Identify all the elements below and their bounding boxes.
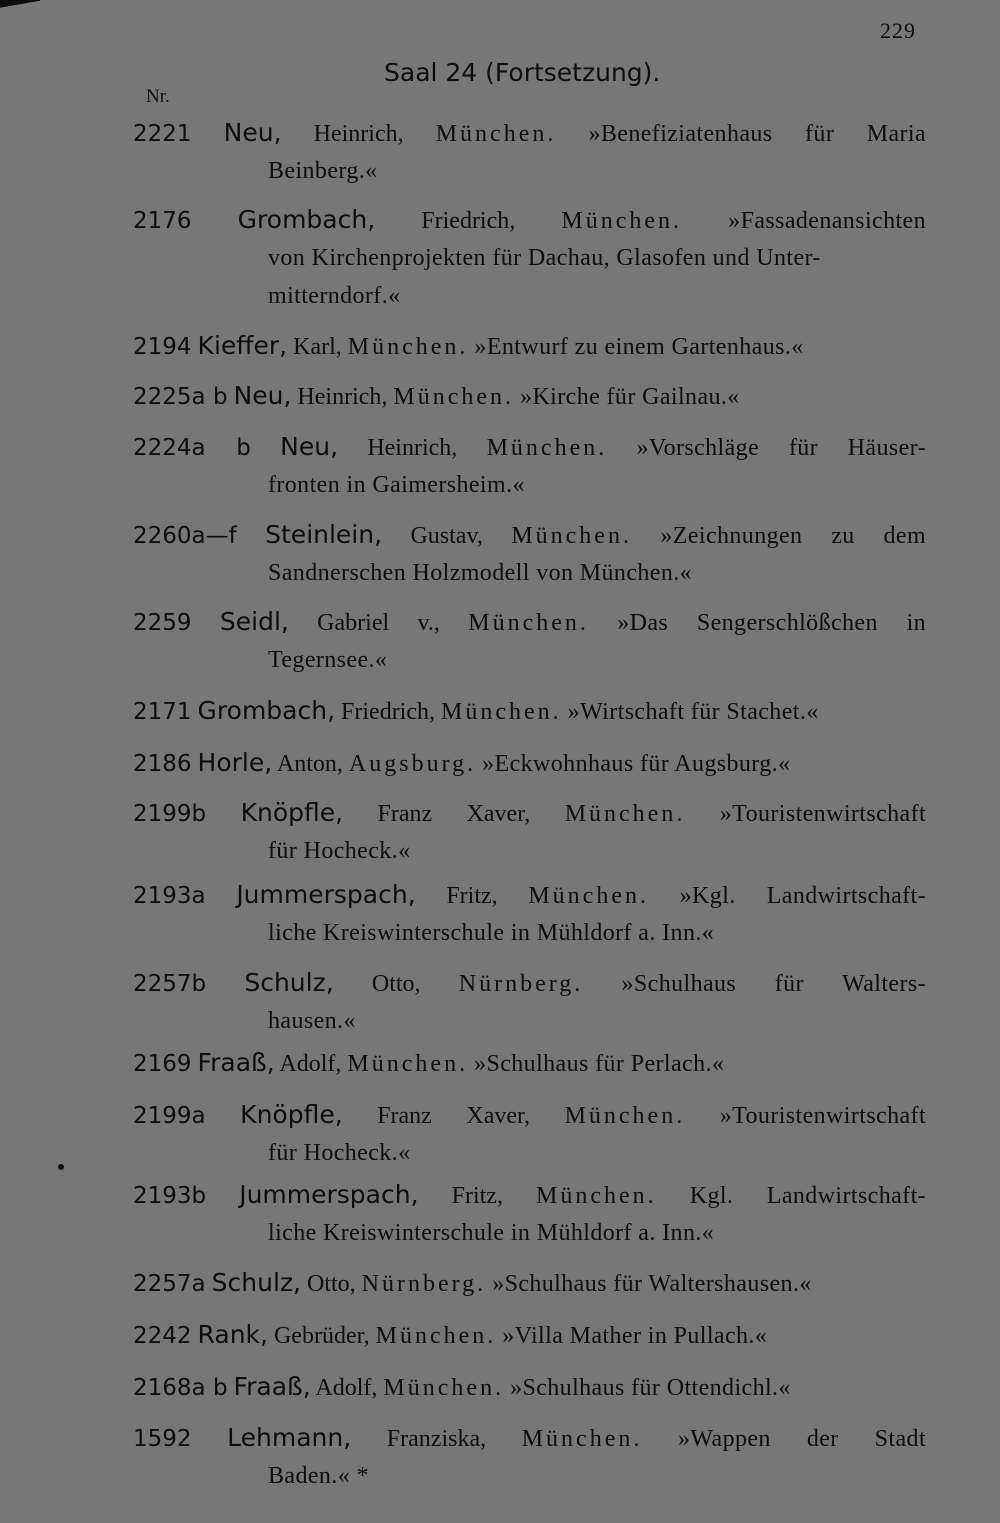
entry-number: 2221 — [133, 121, 192, 147]
entry-first-line — [133, 118, 926, 149]
entry-continuation-line: Baden.« * — [268, 1463, 369, 1489]
number-column-label: Nr. — [146, 86, 170, 107]
artist-city: München. — [393, 384, 515, 410]
artist-city: München. — [511, 523, 632, 549]
artist-city: München. — [564, 801, 686, 827]
work-title: »Fassadenansichten — [728, 208, 926, 234]
entry-first-line — [133, 331, 804, 362]
artist-given-name: Fritz, — [446, 883, 498, 909]
artist-given-name: Gebrüder, — [273, 1323, 370, 1349]
entry-number: 2171 — [133, 699, 192, 725]
entry-number: 2176 — [133, 208, 192, 234]
entry-first-line — [133, 1180, 926, 1211]
artist-city: München. — [347, 334, 469, 360]
work-title: »Schulhaus für Ottendichl.« — [510, 1375, 791, 1401]
artist-given-name: Franz Xaver, — [377, 801, 531, 827]
entry-first-line — [133, 1423, 926, 1454]
artist-city: München. — [561, 208, 683, 234]
artist-city: München. — [347, 1051, 469, 1077]
entry-number: 2169 — [133, 1051, 192, 1077]
artist-surname: Neu, — [233, 381, 292, 410]
entry-first-line — [133, 748, 790, 779]
entry-continuation-line: von Kirchenprojekten für Dachau, Glasofen und Unter- — [268, 245, 821, 271]
entry-continuation-line: hausen.« — [268, 1008, 356, 1034]
artist-surname: Neu, — [223, 118, 282, 147]
artist-surname: Schulz, — [211, 1268, 301, 1297]
entry-continuation-line: liche Kreiswinterschule in Mühldorf a. Inn.« — [268, 920, 715, 946]
entry-continuation-line: für Hocheck.« — [268, 1140, 411, 1166]
entry-continuation-line: für Hocheck.« — [268, 838, 411, 864]
artist-given-name: Adolf, — [279, 1051, 342, 1077]
entry-number: 2257b — [133, 971, 207, 997]
entry-first-line — [133, 1268, 812, 1299]
entry-first-line — [133, 205, 926, 236]
entry-number: 2242 — [133, 1323, 192, 1349]
artist-given-name: Gustav, — [410, 523, 483, 549]
work-title: »Schulhaus für Perlach.« — [474, 1051, 725, 1077]
artist-city: München. — [441, 699, 562, 725]
artist-city: Nürnberg. — [458, 971, 584, 997]
artist-city: München. — [375, 1323, 497, 1349]
artist-given-name: Adolf, — [315, 1375, 378, 1401]
artist-given-name: Franziska, — [386, 1426, 487, 1452]
artist-surname: Jummerspach, — [239, 1180, 419, 1209]
work-title: »Eckwohnhaus für Augsburg.« — [482, 751, 791, 777]
artist-surname: Grombach, — [237, 205, 376, 234]
artist-city: München. — [435, 121, 557, 147]
entry-number: 1592 — [133, 1426, 192, 1452]
artist-surname: Steinlein, — [265, 520, 383, 549]
artist-given-name: Otto, — [306, 1271, 356, 1297]
artist-surname: Lehmann, — [227, 1423, 352, 1452]
entry-first-line — [133, 1100, 926, 1131]
entry-number: 2225a b — [133, 384, 228, 410]
artist-surname: Schulz, — [244, 968, 334, 997]
entry-first-line — [133, 381, 740, 412]
entry-continuation-line: Beinberg.« — [268, 158, 378, 184]
work-title: »Touristenwirtschaft — [719, 801, 927, 827]
work-title: »Zeichnungen zu dem — [660, 523, 927, 549]
artist-city: München. — [486, 435, 608, 461]
artist-surname: Jummerspach, — [236, 880, 416, 909]
entry-first-line — [133, 432, 926, 463]
work-title: »Das Sengerschlößchen in — [617, 610, 927, 636]
entry-first-line — [133, 1372, 791, 1403]
artist-surname: Fraaß, — [197, 1048, 275, 1077]
artist-city: München. — [521, 1426, 643, 1452]
entry-first-line — [133, 880, 926, 911]
entry-number: 2199a — [133, 1103, 206, 1129]
work-title: »Vorschläge für Häuser- — [636, 435, 926, 461]
entry-number: 2259 — [133, 610, 192, 636]
entry-number: 2193a — [133, 883, 206, 909]
entry-continuation-line: Tegernsee.« — [268, 647, 388, 673]
page-number: 229 — [880, 18, 916, 43]
entry-first-line — [133, 798, 926, 829]
entry-number: 2224a b — [133, 435, 251, 461]
artist-given-name: Anton, — [276, 751, 343, 777]
artist-surname: Grombach, — [197, 696, 336, 725]
entry-continuation-line: fronten in Gaimersheim.« — [268, 472, 525, 498]
artist-given-name: Heinrich, — [313, 121, 404, 147]
artist-surname: Horle, — [197, 748, 273, 777]
artist-city: München. — [536, 1183, 657, 1209]
artist-surname: Fraaß, — [233, 1372, 311, 1401]
artist-city: Nürnberg. — [361, 1271, 487, 1297]
entry-number: 2194 — [133, 334, 192, 360]
entry-first-line — [133, 1048, 724, 1079]
entry-number: 2257a — [133, 1271, 206, 1297]
artist-city: München. — [383, 1375, 505, 1401]
work-title: »Schulhaus für Walters- — [621, 971, 927, 997]
entry-continuation-line: liche Kreiswinterschule in Mühldorf a. Inn.« — [268, 1220, 715, 1246]
artist-surname: Rank, — [197, 1320, 268, 1349]
artist-surname: Seidl, — [219, 607, 289, 636]
artist-city: München. — [468, 610, 589, 636]
entry-first-line — [133, 1320, 767, 1351]
artist-surname: Knöpfle, — [240, 798, 344, 827]
artist-given-name: Friedrich, — [341, 699, 436, 725]
artist-given-name: Friedrich, — [421, 208, 516, 234]
work-title: Kgl. Landwirtschaft- — [689, 1183, 927, 1209]
work-title: »Wirtschaft für Stachet.« — [567, 699, 819, 725]
work-title: »Kgl. Landwirtschaft- — [679, 883, 926, 909]
entry-number: 2199b — [133, 801, 207, 827]
entry-first-line — [133, 968, 926, 999]
section-title: Saal 24 (Fortsetzung). — [384, 58, 661, 87]
artist-city: München. — [528, 883, 649, 909]
entry-continuation-line: mitterndorf.« — [268, 283, 401, 309]
entry-first-line — [133, 696, 819, 727]
work-title: »Schulhaus für Waltershausen.« — [492, 1271, 812, 1297]
artist-surname: Neu, — [280, 432, 339, 461]
artist-city: München. — [564, 1103, 686, 1129]
artist-city: Augsburg. — [348, 751, 477, 777]
artist-given-name: Heinrich, — [367, 435, 458, 461]
work-title: »Entwurf zu einem Gartenhaus.« — [474, 334, 804, 360]
artist-given-name: Karl, — [293, 334, 342, 360]
entry-number: 2193b — [133, 1183, 207, 1209]
work-title: »Wappen der Stadt — [677, 1426, 927, 1452]
work-title: »Kirche für Gailnau.« — [520, 384, 740, 410]
entry-continuation-line: Sandnerschen Holzmodell von München.« — [268, 560, 693, 586]
artist-given-name: Franz Xaver, — [377, 1103, 531, 1129]
entry-first-line — [133, 607, 926, 638]
artist-surname: Kieffer, — [197, 331, 288, 360]
entry-number: 2168a b — [133, 1375, 228, 1401]
artist-given-name: Heinrich, — [297, 384, 388, 410]
entry-number: 2186 — [133, 751, 192, 777]
entry-first-line — [133, 520, 926, 551]
artist-surname: Knöpfle, — [240, 1100, 343, 1129]
work-title: »Touristenwirtschaft — [719, 1103, 927, 1129]
artist-given-name: Otto, — [371, 971, 421, 997]
work-title: »Benefiziatenhaus für Maria — [588, 121, 927, 147]
work-title: »Villa Mather in Pullach.« — [502, 1323, 768, 1349]
artist-given-name: Fritz, — [451, 1183, 503, 1209]
artist-given-name: Gabriel v., — [317, 610, 440, 636]
entry-number: 2260a—f — [133, 523, 237, 549]
